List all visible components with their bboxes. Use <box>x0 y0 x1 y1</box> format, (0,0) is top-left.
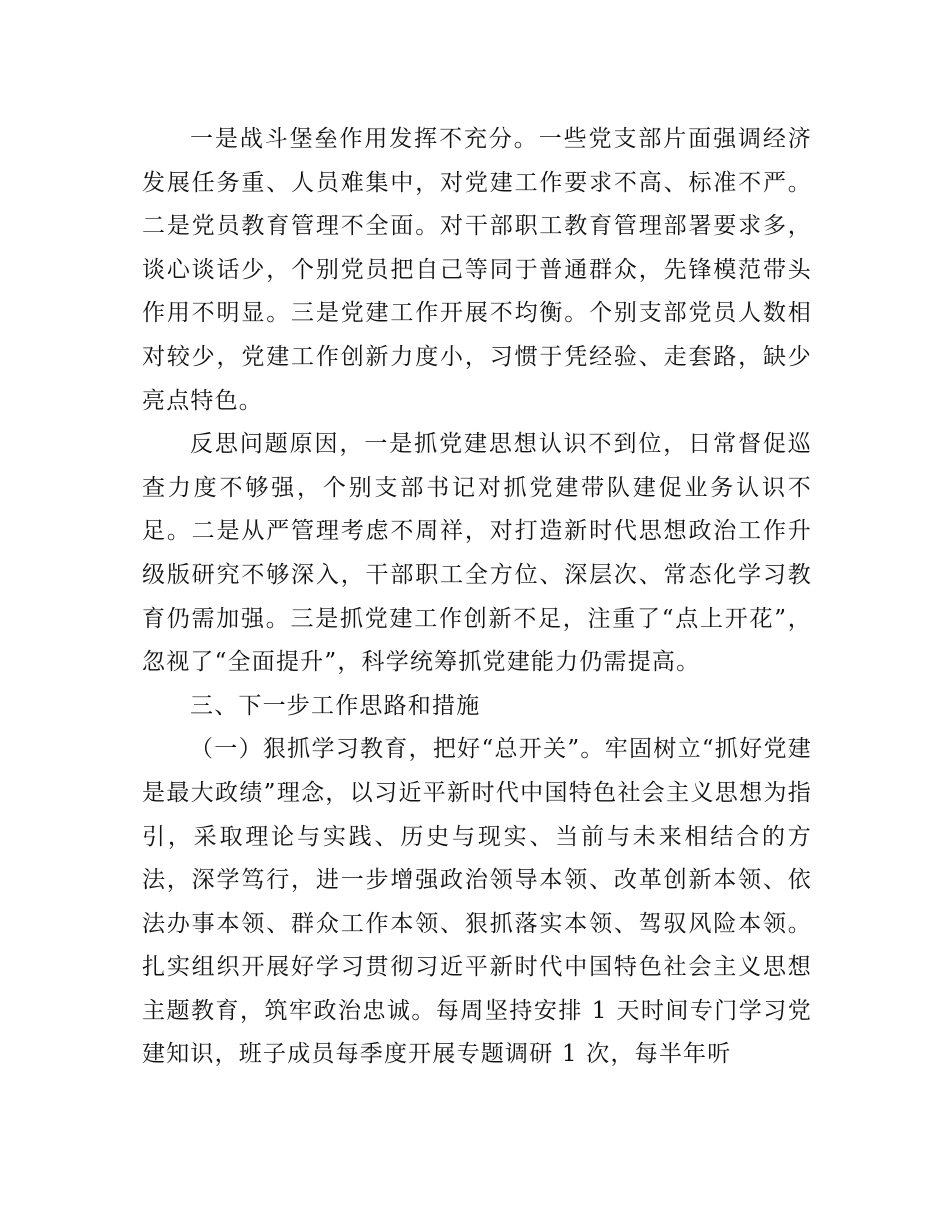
document-body <box>142 118 812 1077</box>
section-heading: 三、下一步工作思路和措施 <box>190 692 481 719</box>
paragraph-study-education: （一）狠抓学习教育，把好“总开关”。牢固树立“抓好党建是最大政绩”理念，以习近平新时代中国特色社会主义思想为指引，采取理论与实践、历史与现实、当前与未来相结合的方法，深学笃行，进一步增强政治领导本领、改革创新本领、依法办事本领、群众工作本领、狠抓落实本领、驾驭风险本领。扎实组织开展好学习贯彻习近平新时代中国特色社会主义思想主题教育，筑牢政治忠诚。每周坚持安排 1 天时间专门学习党建知识，班子成员每季度开展专题调研 1 次，每半年听 <box>142 736 812 1068</box>
paragraph-causes: 反思问题原因，一是抓党建思想认识不到位，日常督促巡查力度不够强，个别支部书记对抓党建带队建促业务认识不足。二是从严管理考虑不周祥，对打造新时代思想政治工作升级版研究不够深入，干部职工全方位、深层次、常态化学习教育仍需加强。三是抓党建工作创新不足，注重了“点上开花”，忽视了“全面提升”，科学统筹抓党建能力仍需提高。 <box>142 431 812 676</box>
paragraph-problems: 一是战斗堡垒作用发挥不充分。一些党支部片面强调经济发展任务重、人员难集中，对党建工作要求不高、标准不严。二是党员教育管理不全面。对干部职工教育管理部署要求多，谈心谈话少，个别党员把自己等同于普通群众，先锋模范带头作用不明显。三是党建工作开展不均衡。个别支部党员人数相对较少，党建工作创新力度小，习惯于凭经验、走套路，缺少亮点特色。 <box>142 126 812 414</box>
